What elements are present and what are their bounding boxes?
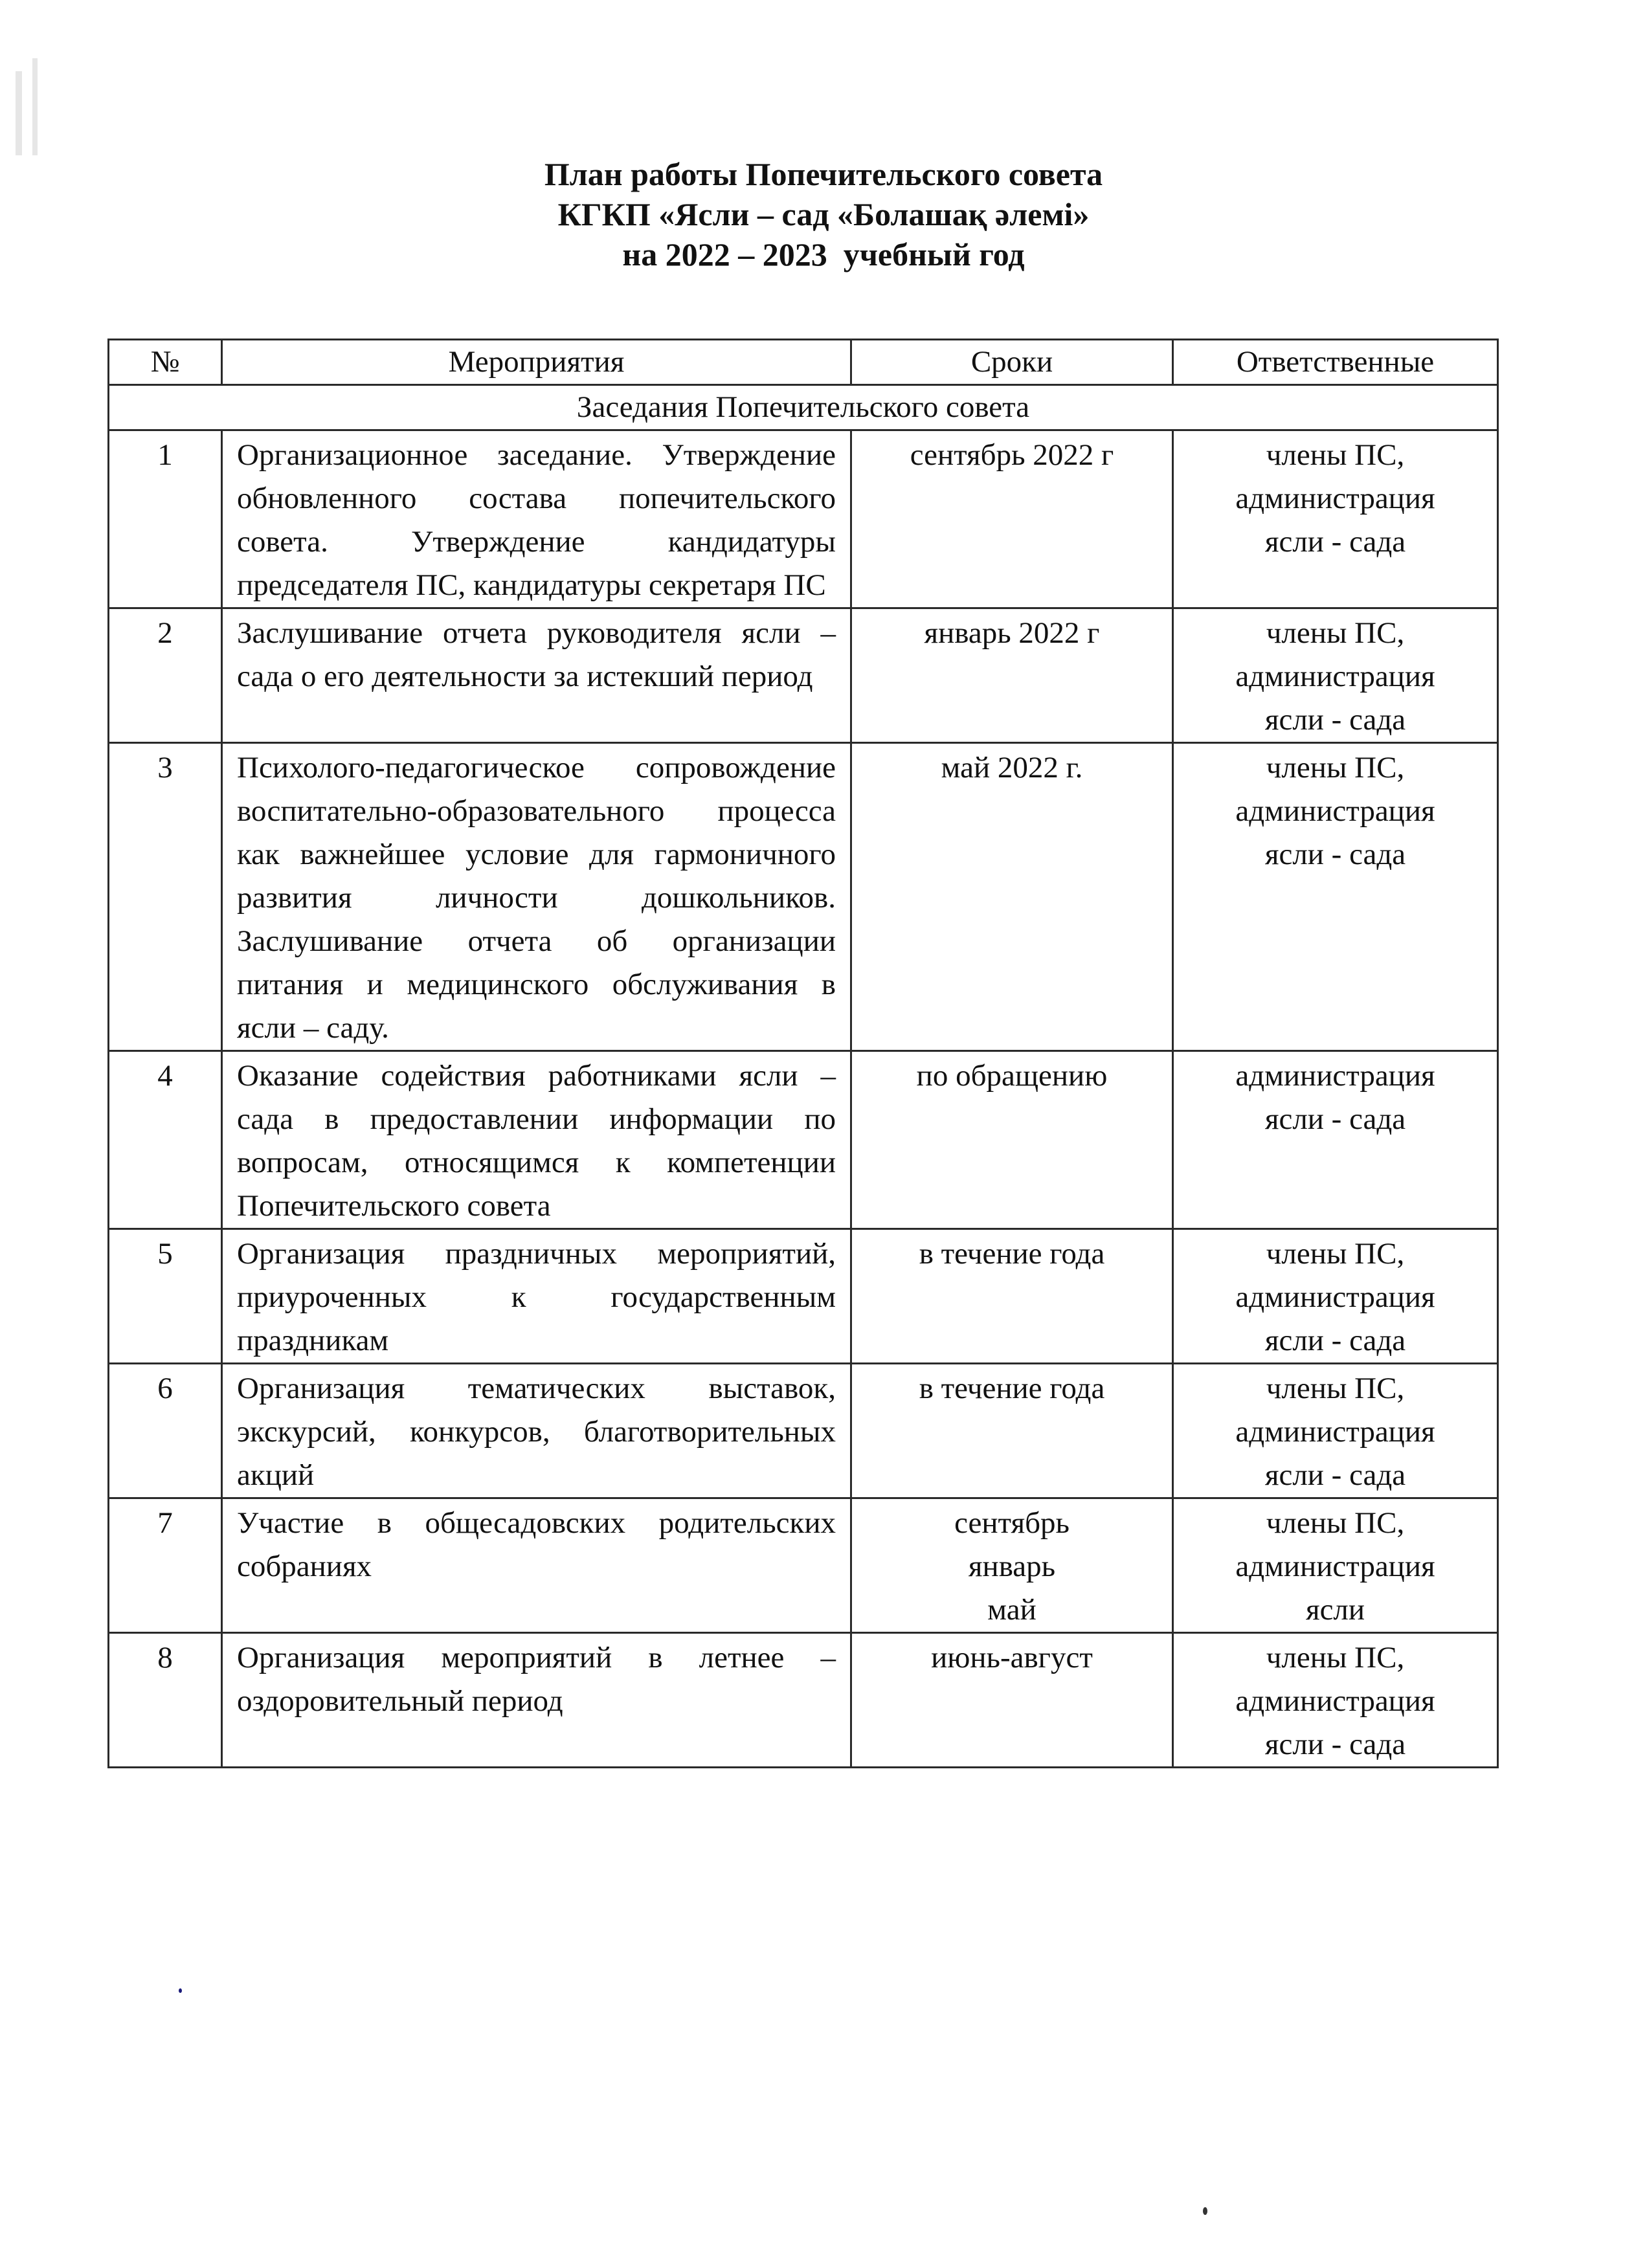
responsible-parties [1173, 1364, 1498, 1498]
responsible-line: ясли - сада [1264, 1102, 1406, 1136]
row-number: 8 [109, 1633, 222, 1768]
responsible-line: ясли - сада [1264, 1324, 1406, 1357]
responsible-line: администрация [1235, 794, 1435, 828]
responsible-line: ясли - сада [1264, 525, 1406, 559]
responsible-line: администрация [1235, 1684, 1435, 1718]
responsible-parties [1173, 430, 1498, 608]
responsible-line: ясли - сада [1264, 703, 1406, 737]
event-term [851, 1498, 1173, 1633]
term-line: в течение года [919, 1237, 1105, 1271]
responsible-line: администрация [1235, 1550, 1435, 1583]
responsible-line: члены ПС, [1266, 751, 1405, 784]
responsible-line: члены ПС, [1266, 438, 1405, 472]
table-row [109, 608, 1498, 743]
event-term [851, 1364, 1173, 1498]
event-description: Организация праздничных мероприятий, приуроченных к государственным праздникам [222, 1229, 851, 1364]
work-plan-table [107, 339, 1499, 1768]
title-line-3: на 2022 – 2023 учебный год [622, 236, 1025, 272]
event-term [851, 608, 1173, 743]
term-line: по обращению [916, 1059, 1108, 1093]
event-description: Участие в общесадовских родительских собраниях [222, 1498, 851, 1633]
event-term [851, 430, 1173, 608]
scan-artifact [16, 71, 22, 155]
section-row [109, 385, 1498, 430]
responsible-line: администрация [1235, 1059, 1435, 1093]
event-term [851, 1229, 1173, 1364]
table-row [109, 743, 1498, 1051]
header-responsible: Ответственные [1173, 340, 1498, 385]
header-number: № [109, 340, 222, 385]
responsible-line: члены ПС, [1266, 1372, 1405, 1405]
term-line: май [987, 1593, 1036, 1627]
term-line: в течение года [919, 1372, 1105, 1405]
title-line-1: План работы Попечительского совета [544, 156, 1103, 192]
table-header-row [109, 340, 1498, 385]
responsible-line: ясли - сада [1264, 838, 1406, 871]
table-row [109, 1364, 1498, 1498]
responsible-line: члены ПС, [1266, 1641, 1405, 1674]
responsible-parties [1173, 1051, 1498, 1229]
responsible-line: члены ПС, [1266, 1506, 1405, 1540]
section-title: Заседания Попечительского совета [109, 385, 1498, 430]
event-description: Организация тематических выставок, экскурсий, конкурсов, благотворительных акций [222, 1364, 851, 1498]
row-number: 7 [109, 1498, 222, 1633]
term-line: сентябрь 2022 г [910, 438, 1114, 472]
term-line: январь [968, 1550, 1056, 1583]
responsible-line: администрация [1235, 1415, 1435, 1449]
responsible-parties [1173, 608, 1498, 743]
event-description: Организация мероприятий в летнее – оздоровительный период [222, 1633, 851, 1768]
responsible-parties [1173, 743, 1498, 1051]
header-terms: Сроки [851, 340, 1173, 385]
term-line: июнь-август [931, 1641, 1093, 1674]
scan-artifact [32, 58, 38, 155]
header-events: Мероприятия [222, 340, 851, 385]
event-description: Заслушивание отчета руководителя ясли – сада о его деятельности за истекший период [222, 608, 851, 743]
responsible-line: члены ПС, [1266, 616, 1405, 650]
row-number: 1 [109, 430, 222, 608]
term-line: сентябрь [954, 1506, 1070, 1540]
row-number: 2 [109, 608, 222, 743]
responsible-parties [1173, 1633, 1498, 1768]
scan-speck [179, 1988, 182, 1993]
row-number: 5 [109, 1229, 222, 1364]
responsible-line: администрация [1235, 660, 1435, 693]
responsible-line: ясли - сада [1264, 1728, 1406, 1761]
responsible-line: ясли [1305, 1593, 1365, 1627]
responsible-parties [1173, 1498, 1498, 1633]
responsible-line: члены ПС, [1266, 1237, 1405, 1271]
term-line: январь 2022 г [924, 616, 1100, 650]
responsible-parties [1173, 1229, 1498, 1364]
event-term [851, 743, 1173, 1051]
table-row [109, 1229, 1498, 1364]
event-description: Организационное заседание. Утверждение обновленного состава попечительского совета. Утверждение кандидатуры председателя ПС, кандидатуры секретаря ПС [222, 430, 851, 608]
row-number: 4 [109, 1051, 222, 1229]
responsible-line: администрация [1235, 1280, 1435, 1314]
event-term [851, 1633, 1173, 1768]
table-row [109, 1498, 1498, 1633]
event-term [851, 1051, 1173, 1229]
title-line-2: КГКП «Ясли – сад «Болашақ әлемі» [557, 196, 1090, 232]
event-description: Психолого-педагогическое сопровождение воспитательно-образовательного процесса как важнейшее условие для гармоничного развития личности дошкольников. Заслушивание отчета об организации питания и медицинского обслуживания в ясли – саду. [222, 743, 851, 1051]
table-row [109, 430, 1498, 608]
event-description: Оказание содействия работниками ясли – сада в предоставлении информации по вопросам, относящимся к компетенции Попечительского совета [222, 1051, 851, 1229]
table-row [109, 1051, 1498, 1229]
responsible-line: ясли - сада [1264, 1458, 1406, 1492]
document-title [0, 154, 1647, 274]
row-number: 6 [109, 1364, 222, 1498]
row-number: 3 [109, 743, 222, 1051]
scan-speck [1203, 2207, 1207, 2215]
table-row [109, 1633, 1498, 1768]
responsible-line: администрация [1235, 482, 1435, 515]
term-line: май 2022 г. [941, 751, 1083, 784]
